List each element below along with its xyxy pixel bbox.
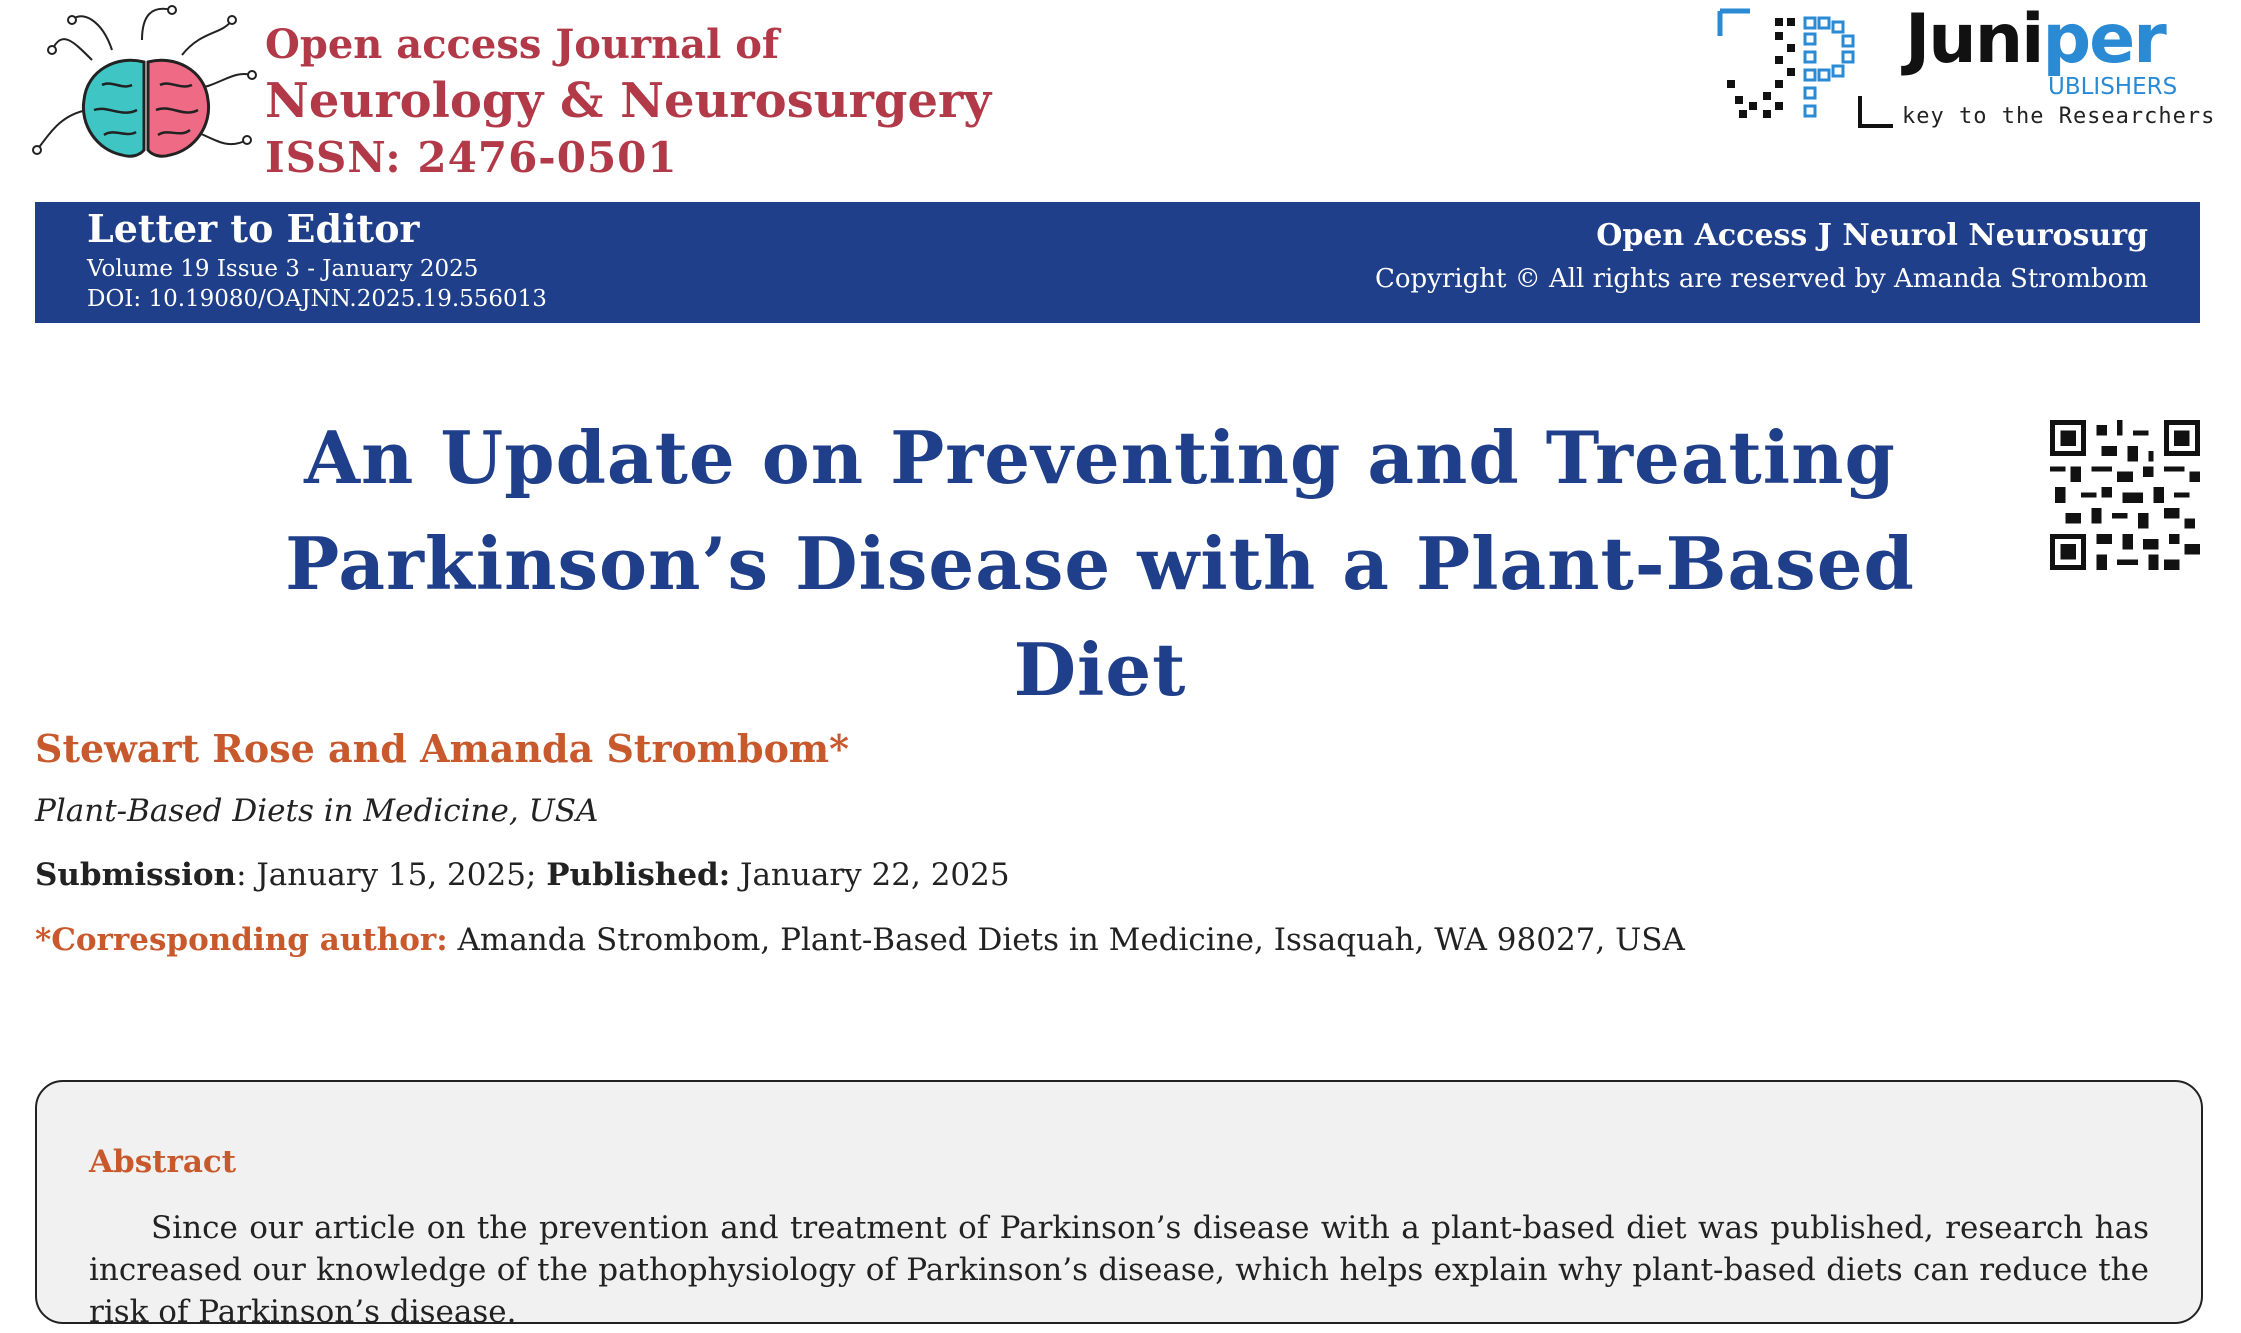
- corresponding-author-value: Amanda Strombom, Plant-Based Diets in Medicine, Issaquah, WA 98027, USA: [447, 922, 1685, 958]
- abstract-body: [89, 1207, 2149, 1333]
- published-label: Published:: [546, 857, 731, 893]
- journal-title-line1: Open access Journal of: [265, 21, 780, 68]
- submission-dates: [35, 857, 1010, 893]
- qr-code-icon[interactable]: [2050, 420, 2200, 570]
- submission-label: Submission: [35, 857, 237, 893]
- authors: Stewart Rose and Amanda Strombom*: [35, 726, 850, 771]
- abstract-heading: Abstract: [89, 1144, 237, 1180]
- brain-logo-icon: [32, 0, 262, 180]
- article-type: Letter to Editor: [87, 206, 420, 251]
- volume-issue: Volume 19 Issue 3 - January 2025: [87, 256, 479, 282]
- doi[interactable]: DOI: 10.19080/OAJNN.2025.19.556013: [87, 286, 547, 312]
- affiliation: Plant-Based Diets in Medicine, USA: [35, 793, 599, 829]
- journal-abbreviation: Open Access J Neurol Neurosurg: [1596, 218, 2148, 253]
- corresponding-author-label: *Corresponding author:: [35, 922, 448, 958]
- corresponding-author: [35, 922, 1685, 958]
- article-title-line2: Parkinson’s Disease with a Plant-Based Diet: [285, 521, 1915, 712]
- publisher-tagline: key to the Researchers: [1902, 104, 2216, 129]
- abstract-box: [35, 1080, 2203, 1330]
- journal-title-line2: Neurology & Neurosurgery: [265, 73, 992, 129]
- publisher-subtitle: UBLISHERS: [2048, 74, 2178, 100]
- article-title: [200, 405, 2000, 723]
- journal-title: [265, 20, 991, 184]
- article-banner: [35, 202, 2200, 323]
- copyright: Copyright © All rights are reserved by Amanda Strombom: [1374, 264, 2148, 294]
- journal-issn: ISSN: 2476-0501: [265, 133, 678, 182]
- published-value: January 22, 2025: [730, 857, 1010, 893]
- submission-value: : January 15, 2025;: [236, 857, 537, 893]
- page-header: [0, 0, 2241, 200]
- publisher-name: Juniper: [1905, 0, 2165, 79]
- abstract-text: Since our article on the prevention and treatment of Parkinson’s disease with a plant-based diet was published, research has increased our knowledge of the pathophysiology of Parkinson’s disease, which helps explain why plant-based diets can reduce the risk of Parkinson’s disease.: [89, 1210, 2149, 1330]
- article-title-line1: An Update on Preventing and Treating: [304, 415, 1896, 500]
